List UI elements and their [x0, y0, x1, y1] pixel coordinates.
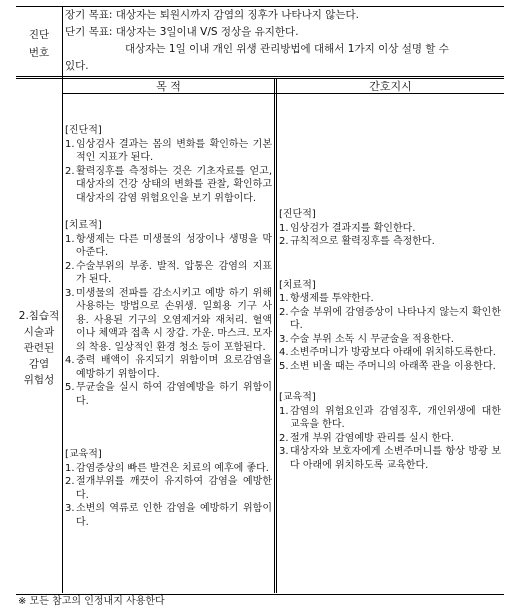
short-term-goal-2-cont: 있다. — [65, 60, 89, 72]
problem-label-line: 관련된 — [23, 342, 55, 354]
diagnosis-number-label — [16, 26, 62, 62]
list-item: 4. 중력 배액이 유지되기 위함이며 요로감염을 예방하기 위함이다. — [65, 355, 272, 380]
nursing-orders-header: 간호지시 — [369, 80, 412, 93]
list-item: 2. 수술부위의 부종. 발적. 압통은 감염의 지표가 된다. — [65, 260, 272, 285]
list-item: 4. 소변주머니가 방광보다 아래에 위치하도록한다. — [279, 347, 496, 358]
list-item: 2. 규칙적으로 활력징후를 측정한다. — [279, 236, 435, 247]
goals-cell — [65, 7, 501, 75]
purpose-column — [65, 124, 272, 529]
nursing-educational-title: [교육적] — [279, 392, 316, 403]
list-item: 2. 활력징후를 측정하는 것은 기초자료를 얻고, 대상자의 건강 상태의 변화를 관찰, 확인하고 대상자의 감염 위험요인을 보기 위함이다. — [65, 165, 272, 204]
list-item: 5. 소변 비울 때는 주머니의 아래쪽 관을 이용한다. — [279, 360, 496, 372]
list-item: 3. 대상자와 보호자에게 소변주머니를 항상 방광 보다 아래에 위치하도록 교육한다. — [279, 446, 501, 471]
footer-note: ※ 모든 참고의 인정내지 사용한다 — [18, 596, 165, 607]
diagnosis-label-line1: 진단 — [28, 29, 50, 41]
problem-label-line: 위험성 — [23, 374, 55, 386]
list-item: 2. 수술 부위에 감염증상이 나타나지 않는지 확인한다. — [279, 306, 501, 331]
short-term-goal: 단기 목표: 대상자는 3일이내 V/S 정상을 유지한다. — [65, 26, 299, 38]
purpose-header: 목 적 — [156, 80, 181, 93]
list-item: 2. 절개 부위 감염예방 관리를 실시 한다. — [279, 432, 454, 444]
purpose-educational-title: [교육적] — [65, 449, 102, 460]
list-item: 1. 임상검사 결과는 몸의 변화를 확인하는 기본적인 지표가 된다. — [65, 138, 272, 163]
nursing-orders-column — [279, 208, 501, 472]
list-item: 3. 미생물의 전파를 감소시키고 예방 하기 위해 사용하는 방법으로 손위생. 일회용 기구 사용. 사용된 기구의 오염제거와 재처리. 혈액이나 체액과 접촉 시 장갑. 가운. 마스크. 모자의 착용. 일상적인 환경 청소 등이 포함된다. — [65, 287, 273, 353]
nursing-therapeutic-title: [치료적] — [279, 279, 316, 291]
long-term-goal: 장기 목표: 대상자는 퇴원시까지 감염의 징후가 나타나지 않는다. — [65, 9, 359, 21]
purpose-therapeutic-title: [치료적] — [65, 220, 102, 231]
list-item: 3. 수술 부위 소독 시 무균술을 적용한다. — [279, 333, 454, 345]
list-item: 1. 항생제는 다른 미생물의 성장이나 생명을 막아준다. — [65, 233, 272, 258]
diagnosis-label-line2: 번호 — [28, 47, 50, 59]
short-term-goal-2: 대상자는 1일 이내 개인 위생 관리방법에 대해서 1가지 이상 설명 할 수 — [125, 43, 449, 55]
list-item: 1. 임상검가 결과지를 확인한다. — [279, 222, 416, 234]
table-divider-left — [62, 6, 63, 593]
nursing-diagnostic-title: [진단적] — [279, 209, 316, 220]
list-item: 2. 절개부위를 깨끗이 유지하여 감염을 예방한다. — [65, 476, 272, 501]
problem-label — [16, 308, 62, 388]
purpose-diagnostic-title: [진단적] — [65, 125, 102, 136]
list-item: 1. 항생제를 투약한다. — [279, 293, 374, 304]
list-item: 5. 무균술을 실시 하여 감염예방을 하기 위함이다. — [65, 382, 272, 407]
list-item: 1. 감염의 위험요인과 감염징후, 개인위생에 대한 교육을 한다. — [279, 405, 501, 430]
table-divider-middle — [274, 78, 277, 593]
list-item: 1. 감염증상의 빠른 발견은 치료의 예후에 좋다. — [65, 462, 269, 474]
problem-label-line: 감염 — [28, 358, 50, 370]
problem-label-line: 2.침습적 — [18, 310, 60, 322]
list-item: 3. 소변의 역류로 인한 감염을 예방하기 위함이다. — [65, 503, 272, 528]
problem-label-line: 시술과 — [23, 326, 55, 338]
